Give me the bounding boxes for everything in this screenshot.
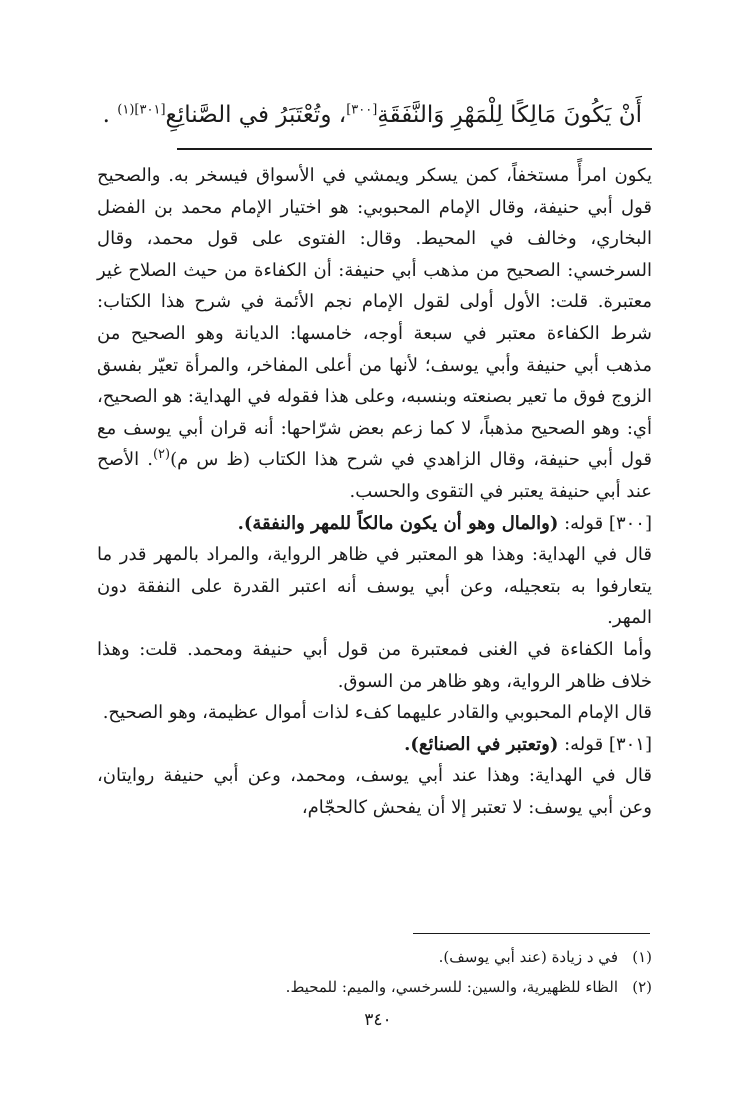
qawluh-heading-300: [٣٠٠] قوله: (والمال وهو أن يكون مالكاً للمهر والنفقة).	[237, 512, 652, 534]
matn-ref-301: [٣٠١](١)	[117, 102, 166, 118]
matn-text-1: أَنْ يَكُونَ مَالِكًا لِلْمَهْرِ وَالنَّفَقَةِ	[377, 102, 642, 128]
paragraph: قال في الهداية: وهذا عند أبي يوسف، ومحمد، وعن أبي حنيفة روايتان، وعن أبي يوسف: لا تعتبر إلا أن يفحش كالحجّام،	[97, 765, 652, 818]
paragraph: قال الإمام المحبوبي والقادر عليهما كفء لذات أموال عظيمة، وهو الصحيح.	[102, 702, 652, 724]
matn-ref-300: [٣٠٠]	[346, 102, 378, 118]
page-number: ٣٤٠	[364, 1010, 392, 1030]
paragraph: قال في الهداية: وهذا هو المعتبر في ظاهر الرواية، والمراد بالمهر قدر ما يتعارفوا به بتعجيله، وعن أبي يوسف أنه اعتبر القدرة على النفقة دون المهر.	[97, 544, 652, 629]
footnotes	[97, 942, 652, 1002]
footnote: (١)في د زيادة (عند أبي يوسف).	[438, 948, 652, 966]
matn-end: .	[102, 102, 118, 128]
matn-text-2: ، وتُعْتَبَرُ في الصَّنائِعِ	[165, 102, 347, 128]
commentary-body	[97, 160, 652, 823]
qawluh-heading-301: [٣٠١] قوله: (وتعتبر في الصنائع).	[404, 733, 652, 755]
paragraph: وأما الكفاءة في الغنى فمعتبرة من قول أبي حنيفة ومحمد. قلت: وهذا خلاف ظاهر الرواية، وهو ظاهر من السوق.	[97, 638, 652, 692]
footnote-ref-2: (٢)	[152, 447, 171, 463]
matn-line	[102, 98, 642, 132]
top-divider	[177, 148, 652, 150]
footnote: (٢)الظاء للظهيرية، والسين: للسرخسي، والميم: للمحيط.	[285, 978, 652, 996]
paragraph: يكون امرأً مستخفاً، كمن يسكر ويمشي في الأسواق فيسخر به. والصحيح قول أبي حنيفة، وقال الإمام المحبوبي: هو اختيار الإمام محمد بن الفضل البخاري، وخالف في المحيط. وقال: الفتوى على قول محمد، وقال السرخسي: الصحيح من مذهب أبي حنيفة: أن الكفاءة من حيث الصلاح غير معتبرة. قلت: الأول أولى لقول الإمام نجم الأئمة في شرح هذا الكتاب: شرط الكفاءة معتبر في سبعة أوجه، خامسها: الديانة وهو الصحيح من مذهب أبي حنيفة وأبي يوسف؛ لأنها من أعلى المفاخر، والمرأة تعيّر بفسق الزوج فوق ما تعير بصنعته وبنسبه، وعلى هذا فقوله في الهداية: هو الصحيح، أي: وهو الصحيح مذهباً، لا كما زعم بعض شرّاحها: أنه قران أبي يوسف مع قول أبي حنيفة، وقال الزاهدي في شرح هذا الكتاب (ظ س م)$^{(٢)}$. الأصح عند أبي حنيفة يعتبر في التقوى والحسب.	[97, 165, 652, 502]
footnote-divider	[413, 933, 650, 934]
